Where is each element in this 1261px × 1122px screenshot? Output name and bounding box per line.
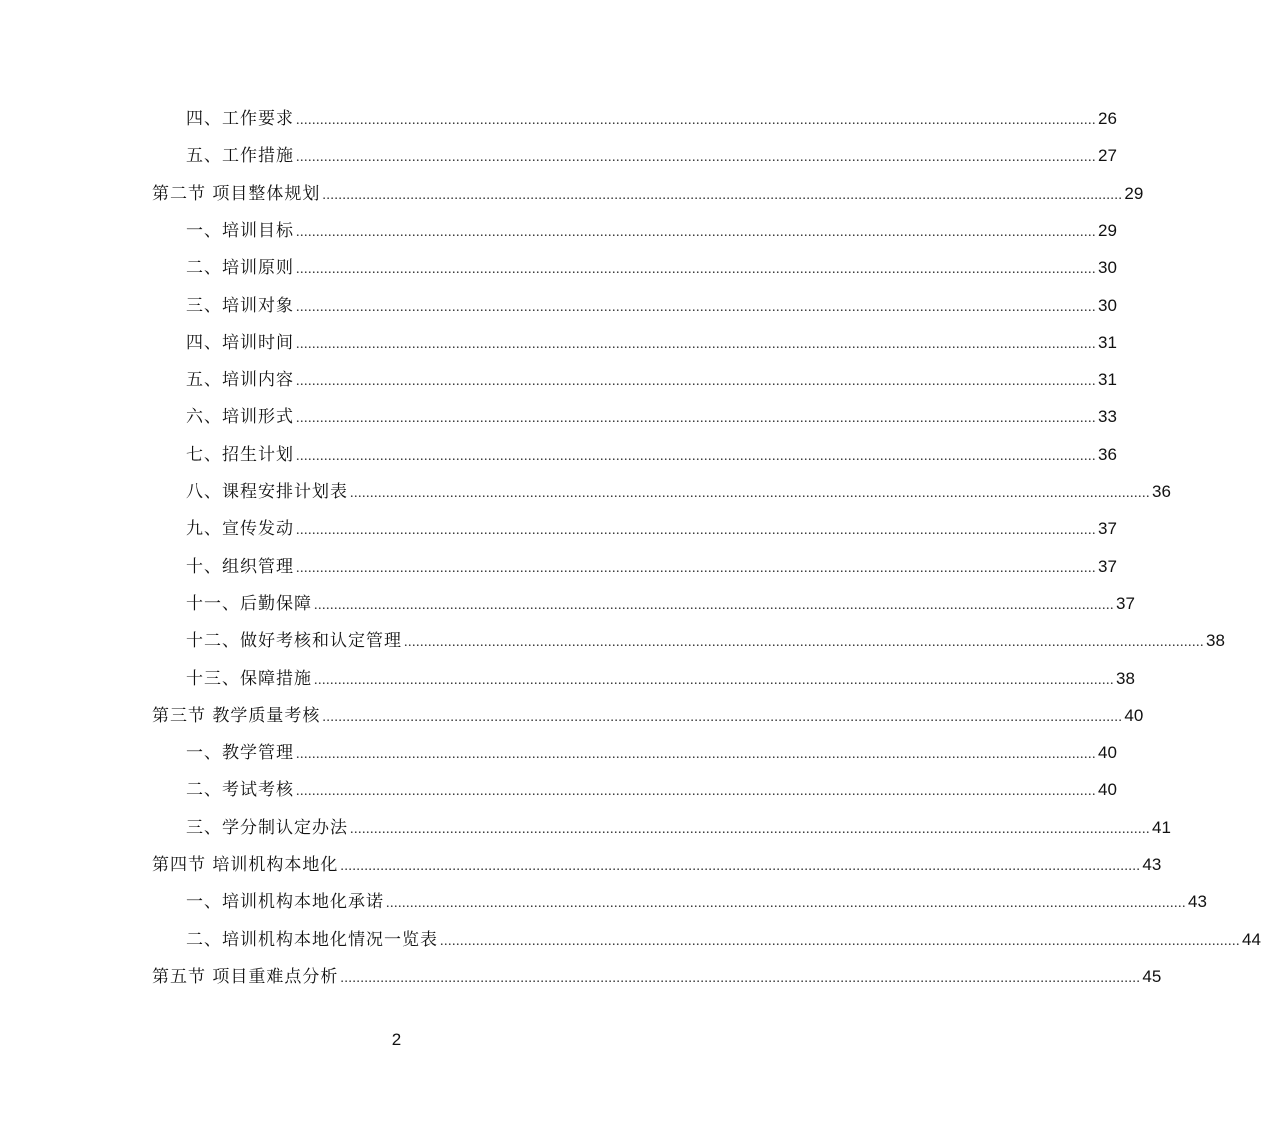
- toc-entry-page: 29: [1098, 220, 1117, 240]
- toc-entry-title: 一、培训机构本地化承诺: [186, 892, 384, 913]
- toc-entry-title: 第四节 培训机构本地化: [152, 855, 339, 875]
- toc-entry-page: 44: [1242, 929, 1261, 949]
- toc-entry-title: 十三、保障措施: [186, 668, 312, 689]
- dot-leader: ........................................................................................................................................................................................................: [340, 970, 1141, 986]
- dot-leader: ........................................................................................................................................................................................................: [296, 224, 1096, 240]
- toc-entry-title: 第二节 项目整体规划: [152, 183, 321, 204]
- dot-leader: ........................................................................................................................................................................................................: [340, 859, 1141, 874]
- dot-leader: ........................................................................................................................................................................................................: [296, 262, 1096, 278]
- toc-entry-page: 38: [1206, 631, 1225, 651]
- toc-entry-page: 40: [1124, 705, 1144, 725]
- toc-entry-title: 第五节 项目重难点分析: [152, 966, 339, 987]
- toc-entry-page: 33: [1098, 407, 1117, 427]
- toc-entry-title: 五、培训内容: [186, 370, 294, 391]
- toc-entry-page: 27: [1098, 146, 1117, 166]
- toc-entry-page: 31: [1098, 370, 1117, 390]
- dot-leader: ........................................................................................................................................................................................................: [350, 486, 1150, 501]
- toc-entry-title: 三、培训对象: [186, 295, 294, 316]
- toc-entry-page: 29: [1124, 183, 1144, 203]
- dot-leader: ........................................................................................................................................................................................................: [296, 560, 1096, 576]
- toc-entry-title: 二、考试考核: [186, 780, 294, 801]
- dot-leader: ........................................................................................................................................................................................................: [322, 187, 1123, 203]
- toc-entry-title: 六、培训形式: [186, 407, 294, 428]
- toc-entry-title: 八、课程安排计划表: [186, 482, 348, 502]
- dot-leader: ........................................................................................................................................................................................................: [322, 709, 1123, 725]
- dot-leader: ........................................................................................................................................................................................................: [296, 113, 1096, 128]
- toc-entry[interactable]: [186, 738, 1117, 768]
- toc-entry[interactable]: [186, 402, 1117, 432]
- toc-entry[interactable]: [186, 477, 1171, 507]
- toc-entry-title: 四、工作要求: [186, 109, 294, 129]
- toc-entry-page: 38: [1116, 668, 1135, 688]
- toc-entry-page: 31: [1098, 332, 1117, 352]
- toc-entry-page: 37: [1098, 519, 1117, 539]
- toc-entry-title: 二、培训机构本地化情况一览表: [186, 929, 438, 950]
- toc-entry[interactable]: [186, 925, 1261, 955]
- toc-entry[interactable]: [186, 664, 1135, 694]
- toc-entry-title: 四、培训时间: [186, 332, 294, 353]
- toc-entry[interactable]: [186, 775, 1117, 805]
- toc-entry[interactable]: [186, 813, 1171, 843]
- toc-entry[interactable]: [152, 179, 1144, 209]
- toc-entry[interactable]: [186, 328, 1117, 358]
- toc-entry[interactable]: [186, 552, 1117, 582]
- toc-entry-page: 37: [1098, 556, 1117, 576]
- toc-entry-page: 43: [1188, 892, 1207, 912]
- toc-entry[interactable]: [186, 887, 1207, 917]
- toc-entry-page: 41: [1152, 817, 1171, 837]
- dot-leader: ........................................................................................................................................................................................................: [296, 336, 1096, 352]
- toc-entry-title: 一、教学管理: [186, 743, 294, 764]
- dot-leader: ........................................................................................................................................................................................................: [314, 672, 1114, 688]
- toc-entry[interactable]: [152, 962, 1162, 992]
- dot-leader: ........................................................................................................................................................................................................: [386, 896, 1186, 912]
- toc-entry-title: 十二、做好考核和认定管理: [186, 631, 402, 652]
- dot-leader: ........................................................................................................................................................................................................: [296, 150, 1096, 166]
- toc-entry-page: 30: [1098, 295, 1117, 315]
- toc-entry-title: 十一、后勤保障: [186, 593, 312, 614]
- toc-entry-title: 七、招生计划: [186, 444, 294, 465]
- dot-leader: ........................................................................................................................................................................................................: [296, 299, 1096, 315]
- toc-entry-page: 37: [1116, 593, 1135, 613]
- toc-entry-page: 40: [1098, 780, 1117, 800]
- toc-entry[interactable]: [186, 141, 1117, 171]
- dot-leader: ........................................................................................................................................................................................................: [296, 374, 1096, 390]
- toc-entry[interactable]: [152, 701, 1144, 731]
- toc-entry-title: 九、宣传发动: [186, 519, 294, 540]
- toc-entry-page: 30: [1098, 258, 1117, 278]
- toc-entry-page: 43: [1142, 855, 1162, 874]
- toc-entry-page: 36: [1152, 482, 1171, 501]
- toc-entry[interactable]: [186, 253, 1117, 283]
- toc-entry[interactable]: [186, 291, 1117, 321]
- toc-entry-title: 三、学分制认定办法: [186, 817, 348, 838]
- toc-entry-page: 26: [1098, 109, 1117, 128]
- toc-entry[interactable]: [186, 626, 1225, 656]
- page-number: 2: [391, 1030, 402, 1049]
- toc-entry-title: 第三节 教学质量考核: [152, 705, 321, 726]
- dot-leader: ........................................................................................................................................................................................................: [296, 448, 1096, 464]
- dot-leader: ........................................................................................................................................................................................................: [296, 411, 1096, 427]
- dot-leader: ........................................................................................................................................................................................................: [296, 523, 1096, 539]
- toc-entry[interactable]: [186, 104, 1117, 134]
- toc-entry[interactable]: [152, 850, 1162, 880]
- toc-entry[interactable]: [186, 514, 1117, 544]
- toc-entry[interactable]: [186, 589, 1135, 619]
- dot-leader: ........................................................................................................................................................................................................: [440, 933, 1240, 949]
- toc-entry-page: 45: [1142, 966, 1162, 986]
- toc-entry-title: 十、组织管理: [186, 556, 294, 577]
- toc-entry[interactable]: [186, 440, 1117, 470]
- dot-leader: ........................................................................................................................................................................................................: [296, 784, 1096, 800]
- dot-leader: ........................................................................................................................................................................................................: [314, 597, 1114, 613]
- dot-leader: ........................................................................................................................................................................................................: [296, 747, 1096, 763]
- toc-entry[interactable]: [186, 365, 1117, 395]
- toc-entry-title: 一、培训目标: [186, 220, 294, 241]
- toc-entry[interactable]: [186, 216, 1117, 246]
- toc-entry-title: 二、培训原则: [186, 258, 294, 279]
- toc-entry-page: 36: [1098, 444, 1117, 464]
- dot-leader: ........................................................................................................................................................................................................: [404, 635, 1204, 651]
- toc-entry-page: 40: [1098, 743, 1117, 763]
- toc-entry-title: 五、工作措施: [186, 146, 294, 167]
- dot-leader: ........................................................................................................................................................................................................: [350, 821, 1150, 837]
